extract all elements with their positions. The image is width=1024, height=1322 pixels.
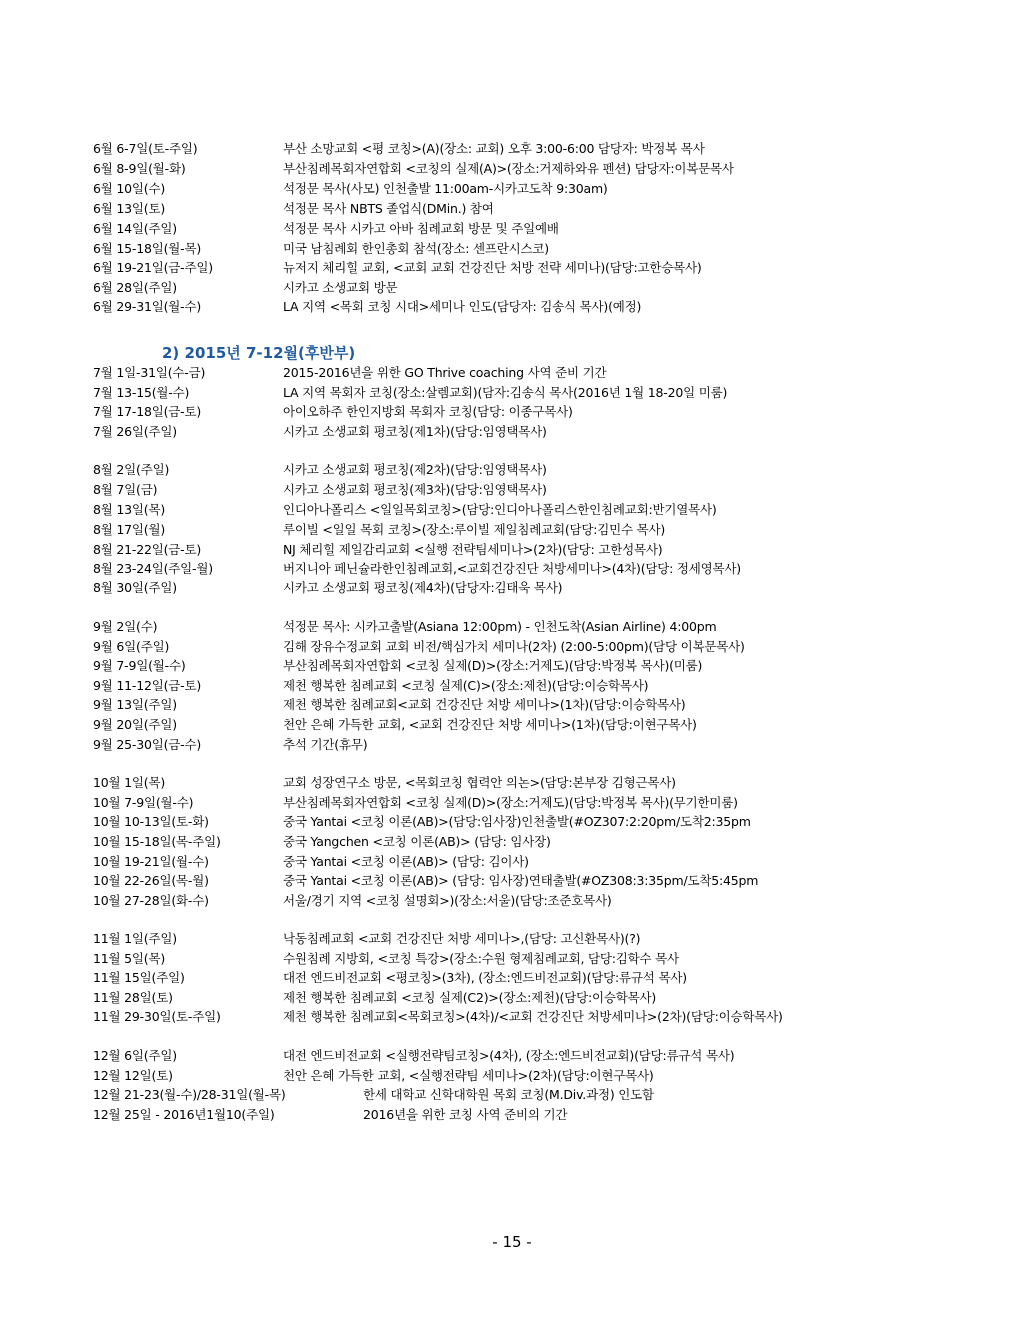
schedule-date: 6월 8-9일(월-화) — [93, 161, 186, 176]
schedule-row — [93, 773, 993, 792]
schedule-description: 미국 남침례회 한인총회 참석(장소: 센프란시스코) — [283, 241, 549, 256]
schedule-date: 9월 20일(주일) — [93, 717, 177, 732]
schedule-row — [93, 929, 993, 948]
schedule-date: 9월 7-9일(월-수) — [93, 658, 186, 673]
schedule-date: 10월 22-26일(목-월) — [93, 873, 209, 888]
schedule-row — [93, 695, 993, 714]
schedule-row — [93, 480, 993, 499]
schedule-date: 11월 28일(토) — [93, 990, 173, 1005]
schedule-row — [93, 637, 993, 656]
schedule-description: 대전 엔드비전교회 <실행전략팀코칭>(4차), (장소:엔드비전교회)(담당:류규석 목사) — [283, 1048, 735, 1063]
schedule-description: 석정문 목사 시카고 아바 침례교회 방문 및 주일예배 — [283, 221, 559, 236]
schedule-date: 6월 10일(수) — [93, 181, 166, 196]
schedule-date: 8월 23-24일(주일-월) — [93, 561, 213, 576]
schedule-row — [93, 1007, 993, 1026]
schedule-date: 8월 2일(주일) — [93, 462, 170, 477]
schedule-description: 김해 장유수정교회 교회 비전/핵심가치 세미나(2차) (2:00-5:00pm)(담당 이복문목사) — [283, 639, 745, 654]
schedule-description: 제천 행복한 침례교회<교회 건강진단 처방 세미나>(1차)(담당:이승학목사) — [283, 697, 686, 712]
schedule-description: 서울/경기 지역 <코칭 설명회>)(장소:서울)(담당:조준호목사) — [283, 893, 612, 908]
schedule-description: 시카고 소생교회 평코칭(제1차)(담당:임영택목사) — [283, 424, 547, 439]
schedule-date: 7월 1일-31일(수-금) — [93, 365, 206, 380]
schedule-description: 석정문 목사(사모) 인천출발 11:00am-시카고도착 9:30am) — [283, 181, 608, 196]
schedule-row — [93, 793, 993, 812]
schedule-row — [93, 968, 993, 987]
schedule-date: 12월 21-23(월-수)/28-31일(월-목) — [93, 1087, 286, 1102]
schedule-description: 2016년을 위한 코칭 사역 준비의 기간 — [363, 1107, 568, 1122]
schedule-description: 2015-2016년을 위한 GO Thrive coaching 사역 준비 기간 — [283, 365, 607, 380]
schedule-date: 10월 15-18일(목-주일) — [93, 834, 221, 849]
schedule-description: 중국 Yangchen <코칭 이론(AB)> (담당: 임사장) — [283, 834, 551, 849]
schedule-row — [93, 1085, 993, 1104]
schedule-description: 제천 행복한 침례교회 <코칭 실제(C)>(장소:제천)(담당:이승학목사) — [283, 678, 649, 693]
schedule-description: 천안 은혜 가득한 교회, <실행전략팀 세미나>(2차)(담당:이현구목사) — [283, 1068, 654, 1083]
schedule-row — [93, 402, 993, 421]
schedule-description: 부산침례목회자연합회 <코칭 실제(D)>(장소:거제도)(담당:박정복 목사)(무기한미룸) — [283, 795, 738, 810]
schedule-date: 9월 13일(주일) — [93, 697, 177, 712]
schedule-description: 추석 기간(휴무) — [283, 737, 368, 752]
schedule-row — [93, 559, 993, 578]
schedule-description: 중국 Yantai <코칭 이론(AB)> (담당: 김이사) — [283, 854, 529, 869]
schedule-date: 10월 27-28일(화-수) — [93, 893, 209, 908]
schedule-row — [93, 715, 993, 734]
schedule-date: 11월 15일(주일) — [93, 970, 185, 985]
schedule-row — [93, 520, 993, 539]
schedule-description: 제천 행복한 침례교회 <코칭 실제(C2)>(장소:제천)(담당:이승학목사) — [283, 990, 657, 1005]
schedule-description: 교회 성장연구소 방문, <목회코칭 협력안 의논>(담당:본부장 김형근목사) — [283, 775, 676, 790]
schedule-date: 9월 6일(주일) — [93, 639, 170, 654]
schedule-date: 6월 13일(토) — [93, 201, 166, 216]
schedule-date: 7월 26일(주일) — [93, 424, 177, 439]
section-heading: 2) 2015년 7-12월(후반부) — [162, 344, 356, 362]
schedule-row — [93, 239, 993, 258]
schedule-date: 7월 13-15(월-수) — [93, 385, 190, 400]
schedule-row — [93, 139, 993, 158]
schedule-date: 8월 13일(목) — [93, 502, 166, 517]
schedule-row — [93, 422, 993, 441]
schedule-row — [93, 363, 993, 382]
schedule-description: 석정문 목사: 시카고출발(Asiana 12:00pm) - 인천도착(Asian Airline) 4:00pm — [283, 619, 717, 634]
schedule-row — [93, 278, 993, 297]
schedule-date: 8월 21-22일(금-토) — [93, 542, 202, 557]
schedule-row — [93, 258, 993, 277]
schedule-date: 6월 19-21일(금-주일) — [93, 260, 213, 275]
schedule-description: 수원침례 지방회, <코칭 특강>(장소:수원 형제침례교회, 담당:김학수 목사 — [283, 951, 679, 966]
schedule-row — [93, 199, 993, 218]
schedule-date: 12월 12일(토) — [93, 1068, 173, 1083]
schedule-date: 8월 17일(월) — [93, 522, 166, 537]
schedule-row — [93, 852, 993, 871]
schedule-date: 7월 17-18일(금-토) — [93, 404, 202, 419]
schedule-description: LA 지역 목회자 코칭(장소:살렘교회)(담자:김송식 목사(2016년 1월 18-20일 미룸) — [283, 385, 728, 400]
schedule-date: 9월 2일(수) — [93, 619, 158, 634]
schedule-description: 부산침례목회자연합회 <코칭의 실제(A)>(장소:거제하와유 펜션) 담당자:이복문목사 — [283, 161, 734, 176]
schedule-description: 시카고 소생교회 방문 — [283, 280, 398, 295]
schedule-date: 6월 14일(주일) — [93, 221, 177, 236]
schedule-date: 6월 29-31일(월-수) — [93, 299, 202, 314]
schedule-row — [93, 871, 993, 890]
schedule-row — [93, 988, 993, 1007]
schedule-date: 10월 7-9일(월-수) — [93, 795, 194, 810]
schedule-row — [93, 1066, 993, 1085]
schedule-description: 중국 Yantai <코칭 이론(AB)>(담당:임사장)인천출발(#OZ307:2:20pm/도착2:35pm — [283, 814, 751, 829]
schedule-date: 8월 30일(주일) — [93, 580, 177, 595]
schedule-date: 11월 29-30일(토-주일) — [93, 1009, 221, 1024]
schedule-date: 9월 11-12일(금-토) — [93, 678, 202, 693]
schedule-date: 10월 1일(목) — [93, 775, 166, 790]
schedule-date: 11월 5일(목) — [93, 951, 166, 966]
schedule-description: 제천 행복한 침례교회<목회코칭>(4차)/<교회 건강진단 처방세미나>(2차)(담당:이승학목사) — [283, 1009, 783, 1024]
schedule-description: 아이오하주 한인지방회 목회자 코칭(담당: 이종구목사) — [283, 404, 573, 419]
schedule-row — [93, 891, 993, 910]
page-number: - 15 - — [492, 1233, 532, 1251]
schedule-row — [93, 159, 993, 178]
schedule-row — [93, 179, 993, 198]
schedule-row — [93, 617, 993, 636]
schedule-row — [93, 460, 993, 479]
schedule-date: 6월 15-18일(월-목) — [93, 241, 202, 256]
schedule-row — [93, 949, 993, 968]
schedule-row — [93, 578, 993, 597]
schedule-description: LA 지역 <목회 코칭 시대>세미나 인도(담당자: 김송식 목사)(예정) — [283, 299, 642, 314]
schedule-date: 11월 1일(주일) — [93, 931, 177, 946]
schedule-description: 시카고 소생교회 평코칭(제2차)(담당:임영택목사) — [283, 462, 547, 477]
schedule-row — [93, 1046, 993, 1065]
schedule-description: 천안 은혜 가득한 교회, <교회 건강진단 처방 세미나>(1차)(담당:이현구목사) — [283, 717, 697, 732]
schedule-description: 버지니아 페닌슐라한인침례교회,<교회건강진단 처방세미나>(4차)(담당: 정세영목사) — [283, 561, 741, 576]
schedule-description: 낙동침례교회 <교회 건강진단 처방 세미나>,(담당: 고신환목사)(?) — [283, 931, 641, 946]
schedule-date: 6월 28일(주일) — [93, 280, 177, 295]
schedule-row — [93, 676, 993, 695]
schedule-row — [93, 1105, 993, 1124]
schedule-description: 부산 소망교회 <평 코칭>(A)(장소: 교회) 오후 3:00-6:00 담당자: 박정복 목사 — [283, 141, 705, 156]
schedule-description: 부산침례목회자연합회 <코칭 실제(D)>(장소:거제도)(담당:박정복 목사)(미룸) — [283, 658, 703, 673]
schedule-row — [93, 540, 993, 559]
schedule-description: NJ 체리힐 제일감리교회 <실행 전략팀세미나>(2차)(담당: 고한성목사) — [283, 542, 663, 557]
schedule-date: 12월 25일 - 2016년1월10(주일) — [93, 1107, 275, 1122]
schedule-date: 9월 25-30일(금-수) — [93, 737, 202, 752]
schedule-description: 중국 Yantai <코칭 이론(AB)> (담당: 임사장)연태출발(#OZ308:3:35pm/도착5:45pm — [283, 873, 759, 888]
schedule-row — [93, 383, 993, 402]
schedule-date: 12월 6일(주일) — [93, 1048, 177, 1063]
schedule-date: 10월 10-13일(토-화) — [93, 814, 209, 829]
schedule-description: 대전 엔드비전교회 <평코칭>(3차), (장소:엔드비전교회)(담당:류규석 목사) — [283, 970, 687, 985]
schedule-date: 10월 19-21일(월-수) — [93, 854, 209, 869]
schedule-date: 8월 7일(금) — [93, 482, 158, 497]
schedule-row — [93, 297, 993, 316]
schedule-row — [93, 500, 993, 519]
schedule-description: 인디아나폴리스 <일일목회코칭>(담당:인디아나폴리스한인침례교회:반기열목사) — [283, 502, 717, 517]
schedule-row — [93, 735, 993, 754]
schedule-description: 시카고 소생교회 평코칭(제3차)(담당:임영택목사) — [283, 482, 547, 497]
schedule-description: 한세 대학교 신학대학원 목회 코칭(M.Div.과정) 인도함 — [363, 1087, 654, 1102]
schedule-row — [93, 812, 993, 831]
schedule-description: 석정문 목사 NBTS 졸업식(DMin.) 참여 — [283, 201, 494, 216]
schedule-description: 루이빌 <일일 목회 코칭>(장소:루이빌 제일침례교회(담당:김민수 목사) — [283, 522, 666, 537]
schedule-date: 6월 6-7일(토-주일) — [93, 141, 198, 156]
schedule-description: 뉴저지 체리힐 교회, <교회 교회 건강진단 처방 전략 세미나)(담당:고한승목사) — [283, 260, 702, 275]
schedule-row — [93, 656, 993, 675]
schedule-row — [93, 219, 993, 238]
schedule-row — [93, 832, 993, 851]
schedule-description: 시카고 소생교회 평코칭(제4차)(담당자:김태욱 목사) — [283, 580, 563, 595]
